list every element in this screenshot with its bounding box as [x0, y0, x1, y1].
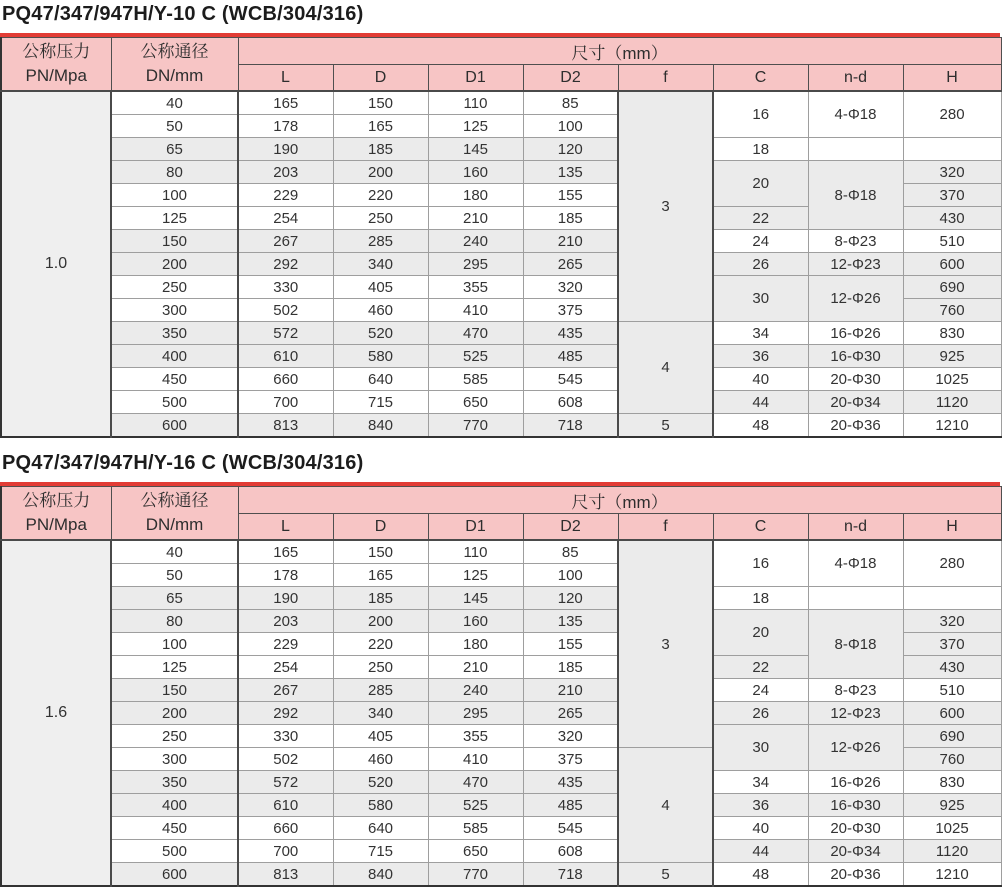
cell-C: 40 — [713, 368, 808, 391]
cell-D2: 120 — [523, 138, 618, 161]
pressure-header-cn: 公称压力 — [22, 491, 91, 511]
cell-L: 165 — [238, 91, 333, 115]
cell-C: 30 — [713, 276, 808, 322]
table-row — [1, 345, 1001, 368]
cell-nd: 12-Φ23 — [808, 702, 903, 725]
cell-H: 510 — [903, 679, 1001, 702]
cell-C: 40 — [713, 817, 808, 840]
table-row — [1, 587, 1001, 610]
cell-f: 5 — [618, 414, 713, 438]
cell-D1: 160 — [428, 610, 523, 633]
cell-D: 715 — [333, 840, 428, 863]
cell-H: 320 — [903, 161, 1001, 184]
cell-L: 330 — [238, 276, 333, 299]
cell-D1: 650 — [428, 391, 523, 414]
cell-H: 280 — [903, 540, 1001, 587]
col-header-D2: D2 — [523, 65, 618, 92]
cell-D: 165 — [333, 564, 428, 587]
cell-D2: 210 — [523, 230, 618, 253]
cell-C: 30 — [713, 725, 808, 771]
cell-nd: 20-Φ36 — [808, 414, 903, 438]
cell-D: 200 — [333, 610, 428, 633]
cell-C: 16 — [713, 540, 808, 587]
cell-D1: 295 — [428, 702, 523, 725]
table-row — [1, 230, 1001, 253]
cell-dn: 50 — [111, 564, 238, 587]
cell-L: 190 — [238, 587, 333, 610]
cell-nd: 4-Φ18 — [808, 540, 903, 587]
cell-H: 1120 — [903, 391, 1001, 414]
cell-nd: 8-Φ23 — [808, 679, 903, 702]
cell-D: 640 — [333, 368, 428, 391]
col-header-D1: D1 — [428, 65, 523, 92]
cell-D1: 410 — [428, 748, 523, 771]
cell-H — [903, 587, 1001, 610]
col-header-C: C — [713, 514, 808, 541]
cell-C: 48 — [713, 863, 808, 887]
cell-D1: 470 — [428, 771, 523, 794]
cell-L: 813 — [238, 414, 333, 438]
cell-L: 178 — [238, 115, 333, 138]
cell-nd: 20-Φ30 — [808, 817, 903, 840]
table-row — [1, 276, 1001, 299]
cell-L: 292 — [238, 702, 333, 725]
col-header-dn — [111, 38, 238, 92]
cell-dn: 350 — [111, 771, 238, 794]
table-row — [1, 679, 1001, 702]
cell-D: 285 — [333, 230, 428, 253]
cell-C: 24 — [713, 230, 808, 253]
cell-D1: 180 — [428, 184, 523, 207]
cell-dn: 300 — [111, 299, 238, 322]
cell-dn: 100 — [111, 633, 238, 656]
cell-H: 1025 — [903, 368, 1001, 391]
cell-D2: 265 — [523, 253, 618, 276]
cell-D2: 85 — [523, 540, 618, 564]
cell-L: 610 — [238, 794, 333, 817]
cell-nd: 12-Φ23 — [808, 253, 903, 276]
cell-dn: 150 — [111, 679, 238, 702]
pressure-header-cn: 公称压力 — [22, 42, 91, 62]
section-title-pn16: PQ47/347/947H/Y-16 C (WCB/304/316) — [2, 452, 364, 474]
table-row — [1, 702, 1001, 725]
col-header-nd: n-d — [808, 65, 903, 92]
cell-L: 292 — [238, 253, 333, 276]
cell-D: 520 — [333, 322, 428, 345]
cell-H: 1120 — [903, 840, 1001, 863]
cell-f: 4 — [618, 748, 713, 863]
col-header-D1: D1 — [428, 514, 523, 541]
table-row — [1, 610, 1001, 633]
cell-H: 510 — [903, 230, 1001, 253]
cell-nd: 20-Φ36 — [808, 863, 903, 887]
cell-H: 320 — [903, 610, 1001, 633]
section-pn10 — [0, 0, 1000, 438]
table-row — [1, 322, 1001, 345]
cell-nd: 20-Φ34 — [808, 391, 903, 414]
cell-D1: 145 — [428, 587, 523, 610]
cell-D: 185 — [333, 138, 428, 161]
cell-D: 220 — [333, 184, 428, 207]
cell-L: 660 — [238, 368, 333, 391]
cell-nd: 8-Φ23 — [808, 230, 903, 253]
cell-D1: 160 — [428, 161, 523, 184]
table-row — [1, 414, 1001, 438]
cell-D2: 320 — [523, 725, 618, 748]
cell-D: 250 — [333, 656, 428, 679]
cell-D1: 210 — [428, 207, 523, 230]
cell-D2: 210 — [523, 679, 618, 702]
cell-L: 203 — [238, 161, 333, 184]
cell-D: 340 — [333, 702, 428, 725]
cell-L: 700 — [238, 840, 333, 863]
table-row — [1, 391, 1001, 414]
cell-L: 502 — [238, 299, 333, 322]
cell-nd: 16-Φ30 — [808, 345, 903, 368]
pressure-value-cell: 1.0 — [1, 91, 111, 437]
cell-H: 830 — [903, 322, 1001, 345]
cell-C: 18 — [713, 138, 808, 161]
cell-H: 925 — [903, 345, 1001, 368]
cell-H: 760 — [903, 299, 1001, 322]
cell-C: 34 — [713, 322, 808, 345]
cell-L: 813 — [238, 863, 333, 887]
table-row — [1, 138, 1001, 161]
cell-D: 150 — [333, 540, 428, 564]
cell-D: 715 — [333, 391, 428, 414]
cell-C: 24 — [713, 679, 808, 702]
pressure-value-cell: 1.6 — [1, 540, 111, 886]
cell-nd: 16-Φ30 — [808, 794, 903, 817]
cell-D1: 525 — [428, 794, 523, 817]
table-row — [1, 794, 1001, 817]
cell-D: 405 — [333, 276, 428, 299]
col-header-size: 尺寸（mm） — [238, 38, 1001, 65]
cell-dn: 100 — [111, 184, 238, 207]
cell-D1: 125 — [428, 115, 523, 138]
cell-D1: 240 — [428, 679, 523, 702]
cell-f: 3 — [618, 540, 713, 748]
cell-H: 430 — [903, 656, 1001, 679]
cell-dn: 250 — [111, 725, 238, 748]
table-row — [1, 840, 1001, 863]
cell-nd: 8-Φ18 — [808, 161, 903, 230]
col-header-nd: n-d — [808, 514, 903, 541]
cell-dn: 500 — [111, 391, 238, 414]
section-pn16 — [0, 449, 1000, 887]
cell-D2: 608 — [523, 391, 618, 414]
cell-H: 280 — [903, 91, 1001, 138]
dn-header-cn: 公称通径 — [140, 42, 209, 62]
cell-H: 370 — [903, 184, 1001, 207]
cell-D2: 185 — [523, 207, 618, 230]
cell-D1: 295 — [428, 253, 523, 276]
cell-L: 267 — [238, 230, 333, 253]
col-header-H: H — [903, 514, 1001, 541]
cell-D1: 355 — [428, 276, 523, 299]
table-row — [1, 540, 1001, 564]
cell-D1: 210 — [428, 656, 523, 679]
cell-C: 20 — [713, 161, 808, 207]
cell-D: 150 — [333, 91, 428, 115]
cell-L: 254 — [238, 656, 333, 679]
cell-C: 48 — [713, 414, 808, 438]
cell-nd: 16-Φ26 — [808, 322, 903, 345]
cell-D2: 155 — [523, 184, 618, 207]
cell-dn: 200 — [111, 253, 238, 276]
cell-dn: 350 — [111, 322, 238, 345]
table-body-pn10 — [1, 91, 1001, 437]
cell-D2: 85 — [523, 91, 618, 115]
cell-L: 190 — [238, 138, 333, 161]
cell-D2: 608 — [523, 840, 618, 863]
cell-nd: 20-Φ30 — [808, 368, 903, 391]
cell-L: 660 — [238, 817, 333, 840]
cell-nd: 16-Φ26 — [808, 771, 903, 794]
col-header-L: L — [238, 514, 333, 541]
cell-D: 220 — [333, 633, 428, 656]
cell-H: 1025 — [903, 817, 1001, 840]
cell-D1: 770 — [428, 863, 523, 887]
cell-D: 460 — [333, 299, 428, 322]
cell-D2: 545 — [523, 368, 618, 391]
col-header-D2: D2 — [523, 514, 618, 541]
cell-D2: 435 — [523, 322, 618, 345]
cell-D: 580 — [333, 794, 428, 817]
cell-D1: 770 — [428, 414, 523, 438]
cell-C: 16 — [713, 91, 808, 138]
col-header-D: D — [333, 514, 428, 541]
cell-L: 178 — [238, 564, 333, 587]
cell-D2: 100 — [523, 115, 618, 138]
cell-dn: 450 — [111, 368, 238, 391]
cell-D: 165 — [333, 115, 428, 138]
dn-header-cn: 公称通径 — [140, 491, 209, 511]
cell-H: 600 — [903, 253, 1001, 276]
cell-dn: 125 — [111, 207, 238, 230]
cell-nd: 12-Φ26 — [808, 725, 903, 771]
table-row — [1, 368, 1001, 391]
cell-dn: 80 — [111, 161, 238, 184]
cell-D1: 410 — [428, 299, 523, 322]
cell-D1: 650 — [428, 840, 523, 863]
cell-nd: 20-Φ34 — [808, 840, 903, 863]
cell-L: 502 — [238, 748, 333, 771]
cell-C: 26 — [713, 253, 808, 276]
cell-C: 20 — [713, 610, 808, 656]
col-header-L: L — [238, 65, 333, 92]
cell-D1: 110 — [428, 540, 523, 564]
pressure-header-unit: PN/Mpa — [25, 515, 87, 534]
cell-H: 925 — [903, 794, 1001, 817]
cell-dn: 80 — [111, 610, 238, 633]
cell-nd: 4-Φ18 — [808, 91, 903, 138]
cell-D: 640 — [333, 817, 428, 840]
dimension-table-pn10 — [0, 37, 1002, 438]
cell-dn: 40 — [111, 91, 238, 115]
cell-dn: 300 — [111, 748, 238, 771]
cell-D: 840 — [333, 863, 428, 887]
cell-D: 520 — [333, 771, 428, 794]
cell-D2: 375 — [523, 299, 618, 322]
cell-dn: 50 — [111, 115, 238, 138]
cell-D: 285 — [333, 679, 428, 702]
cell-L: 165 — [238, 540, 333, 564]
cell-dn: 450 — [111, 817, 238, 840]
cell-D2: 120 — [523, 587, 618, 610]
cell-H: 370 — [903, 633, 1001, 656]
col-header-dn — [111, 487, 238, 541]
cell-nd: 8-Φ18 — [808, 610, 903, 679]
cell-D1: 110 — [428, 91, 523, 115]
cell-L: 610 — [238, 345, 333, 368]
table-row — [1, 253, 1001, 276]
cell-H: 1210 — [903, 863, 1001, 887]
cell-dn: 200 — [111, 702, 238, 725]
dn-header-unit: DN/mm — [145, 515, 204, 534]
cell-L: 203 — [238, 610, 333, 633]
cell-D: 460 — [333, 748, 428, 771]
table-body-pn16 — [1, 540, 1001, 886]
section-title-pn10: PQ47/347/947H/Y-10 C (WCB/304/316) — [2, 3, 364, 25]
col-header-size: 尺寸（mm） — [238, 487, 1001, 514]
cell-D1: 355 — [428, 725, 523, 748]
cell-D1: 470 — [428, 322, 523, 345]
col-header-f: f — [618, 514, 713, 541]
cell-D2: 135 — [523, 161, 618, 184]
cell-D2: 135 — [523, 610, 618, 633]
table-row — [1, 817, 1001, 840]
col-header-D: D — [333, 65, 428, 92]
cell-D: 250 — [333, 207, 428, 230]
cell-L: 700 — [238, 391, 333, 414]
cell-dn: 500 — [111, 840, 238, 863]
cell-dn: 400 — [111, 794, 238, 817]
cell-D: 580 — [333, 345, 428, 368]
cell-C: 22 — [713, 207, 808, 230]
cell-dn: 65 — [111, 138, 238, 161]
cell-L: 229 — [238, 184, 333, 207]
cell-D: 840 — [333, 414, 428, 438]
cell-D2: 718 — [523, 414, 618, 438]
cell-H: 430 — [903, 207, 1001, 230]
cell-dn: 600 — [111, 414, 238, 438]
cell-L: 572 — [238, 322, 333, 345]
cell-dn: 150 — [111, 230, 238, 253]
cell-dn: 125 — [111, 656, 238, 679]
cell-L: 330 — [238, 725, 333, 748]
col-header-pressure — [1, 38, 111, 92]
cell-D2: 100 — [523, 564, 618, 587]
cell-L: 572 — [238, 771, 333, 794]
table-row — [1, 863, 1001, 887]
cell-H: 760 — [903, 748, 1001, 771]
cell-dn: 65 — [111, 587, 238, 610]
cell-f: 5 — [618, 863, 713, 887]
pressure-header-unit: PN/Mpa — [25, 66, 87, 85]
cell-D2: 155 — [523, 633, 618, 656]
cell-H — [903, 138, 1001, 161]
cell-nd: 12-Φ26 — [808, 276, 903, 322]
cell-C: 44 — [713, 840, 808, 863]
col-header-pressure — [1, 487, 111, 541]
cell-f: 4 — [618, 322, 713, 414]
cell-C: 36 — [713, 345, 808, 368]
cell-H: 600 — [903, 702, 1001, 725]
cell-D2: 320 — [523, 276, 618, 299]
cell-C: 18 — [713, 587, 808, 610]
cell-L: 229 — [238, 633, 333, 656]
cell-H: 1210 — [903, 414, 1001, 438]
cell-C: 44 — [713, 391, 808, 414]
cell-dn: 250 — [111, 276, 238, 299]
cell-H: 690 — [903, 276, 1001, 299]
cell-D1: 240 — [428, 230, 523, 253]
cell-nd — [808, 138, 903, 161]
col-header-f: f — [618, 65, 713, 92]
cell-H: 690 — [903, 725, 1001, 748]
cell-dn: 40 — [111, 540, 238, 564]
cell-D: 405 — [333, 725, 428, 748]
cell-C: 26 — [713, 702, 808, 725]
cell-D1: 145 — [428, 138, 523, 161]
cell-D2: 265 — [523, 702, 618, 725]
col-header-H: H — [903, 65, 1001, 92]
cell-H: 830 — [903, 771, 1001, 794]
col-header-C: C — [713, 65, 808, 92]
cell-D1: 585 — [428, 368, 523, 391]
cell-C: 34 — [713, 771, 808, 794]
cell-D1: 585 — [428, 817, 523, 840]
table-row — [1, 161, 1001, 184]
cell-L: 267 — [238, 679, 333, 702]
cell-D2: 718 — [523, 863, 618, 887]
cell-D1: 180 — [428, 633, 523, 656]
cell-L: 254 — [238, 207, 333, 230]
cell-D2: 545 — [523, 817, 618, 840]
table-row — [1, 91, 1001, 115]
dimension-table-pn16 — [0, 486, 1002, 887]
cell-f: 3 — [618, 91, 713, 322]
cell-D1: 125 — [428, 564, 523, 587]
cell-C: 22 — [713, 656, 808, 679]
cell-D1: 525 — [428, 345, 523, 368]
cell-nd — [808, 587, 903, 610]
cell-D2: 435 — [523, 771, 618, 794]
cell-D2: 375 — [523, 748, 618, 771]
cell-D2: 185 — [523, 656, 618, 679]
dn-header-unit: DN/mm — [145, 66, 204, 85]
cell-D: 340 — [333, 253, 428, 276]
table-row — [1, 771, 1001, 794]
cell-D: 185 — [333, 587, 428, 610]
cell-C: 36 — [713, 794, 808, 817]
cell-D2: 485 — [523, 345, 618, 368]
cell-D: 200 — [333, 161, 428, 184]
table-row — [1, 725, 1001, 748]
cell-D2: 485 — [523, 794, 618, 817]
cell-dn: 600 — [111, 863, 238, 887]
cell-dn: 400 — [111, 345, 238, 368]
